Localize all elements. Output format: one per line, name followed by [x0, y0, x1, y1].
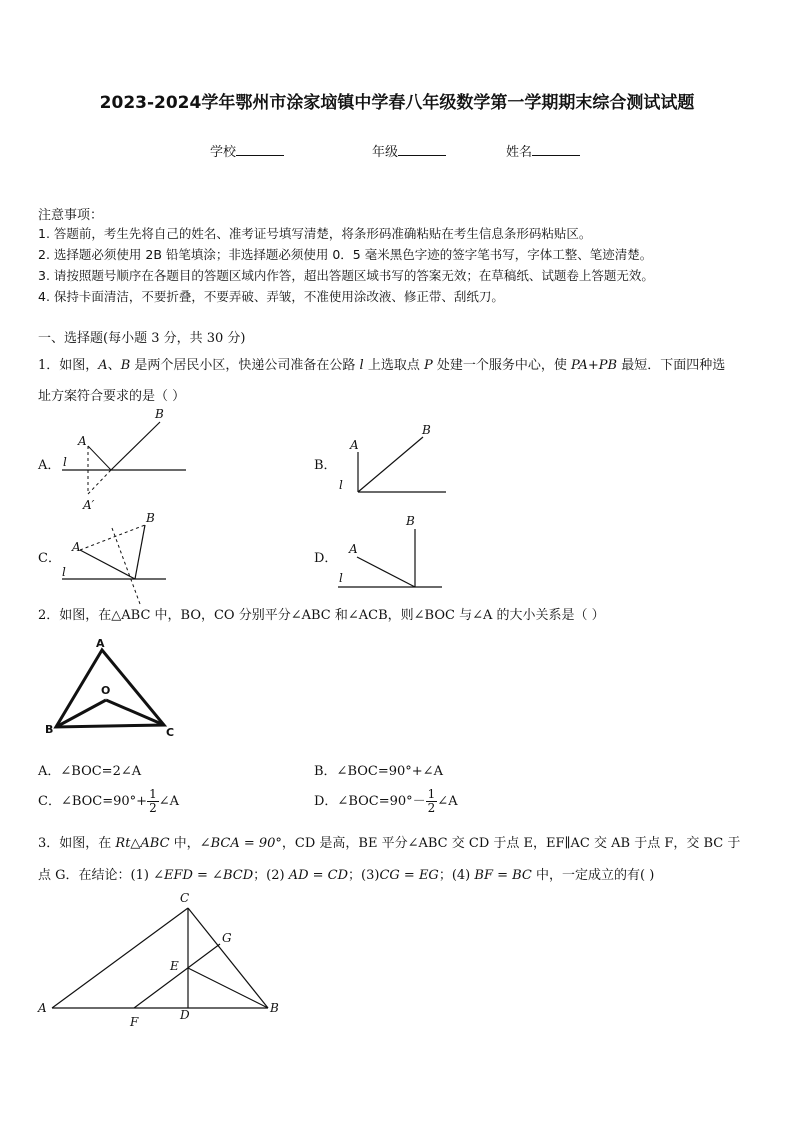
q2-option-a[interactable]: A．∠BOC=2∠A	[38, 764, 142, 779]
svg-text:D: D	[180, 1008, 190, 1022]
q2-option-c[interactable]: C．∠BOC=90°+ $\frac{1}{2}$ ∠A	[38, 787, 179, 815]
svg-text:l: l	[339, 571, 343, 585]
svg-text:l: l	[339, 478, 343, 492]
note-item-3: 3. 请按照题号顺序在各题目的答题区域内作答，超出答题区域书写的答案无效；在草稿纸、试题卷上答题无效。	[38, 268, 654, 283]
q1-option-a-label[interactable]: A．	[38, 458, 61, 473]
svg-text:B: B	[155, 407, 164, 421]
svg-text:l: l	[63, 455, 67, 469]
q1-stem-line1: 1．如图，A、B 是两个居民小区，快递公司准备在公路 l 上选取点 P 处建一个服务中心，使 PA+PB 最短．下面四种选	[38, 358, 726, 373]
svg-text:l: l	[62, 565, 66, 579]
svg-text:B: B	[406, 514, 415, 528]
q1-figure-c	[62, 511, 166, 604]
grade-label: 年级	[372, 145, 399, 160]
svg-text:A: A	[38, 1001, 47, 1015]
note-item-1: 1. 答题前，考生先将自己的姓名、准考证号填写清楚，将条形码准确粘贴在考生信息条形码粘贴区。	[38, 226, 592, 241]
q1-figure-d	[338, 514, 442, 587]
school-label: 学校	[210, 145, 237, 160]
svg-text:A′: A′	[83, 498, 95, 512]
svg-text:A: A	[96, 637, 105, 650]
svg-text:B: B	[146, 511, 155, 525]
q1-option-d-label[interactable]: D．	[314, 551, 338, 566]
q1-figure-a	[62, 407, 186, 512]
q3-stem-line2: 点 G．在结论：(1) ∠EFD = ∠BCD；(2) AD = CD；(3)CG = EG；(4) BF = BC 中，一定成立的有( )	[38, 868, 655, 883]
q1-option-c-label[interactable]: C．	[38, 551, 61, 566]
q1-stem-line2: 址方案符合要求的是（ ）	[38, 389, 186, 404]
svg-text:B: B	[45, 723, 54, 736]
svg-text:E: E	[170, 959, 179, 973]
q1-figure-b	[339, 423, 446, 492]
svg-text:A: A	[72, 540, 81, 554]
note-item-2: 2. 选择题必须使用 2B 铅笔填涂；非选择题必须使用 0．5 毫米黑色字迹的签字笔书写，字体工整、笔迹清楚。	[38, 247, 653, 262]
notes-heading: 注意事项：	[38, 208, 104, 223]
q2-stem: 2．如图，在△ABC 中，BO，CO 分别平分∠ABC 和∠ACB，则∠BOC 与∠A 的大小关系是（ ）	[38, 608, 605, 623]
svg-text:C: C	[180, 891, 190, 905]
q3-stem-line1: 3．如图，在 Rt△ABC 中，∠BCA = 90°，CD 是高，BE 平分∠ABC 交 CD 于点 E，EF∥AC 交 AB 于点 F，交 BC 于	[38, 836, 741, 851]
svg-text:G: G	[222, 931, 232, 945]
svg-text:A: A	[349, 542, 358, 556]
q2-option-d[interactable]: D．∠BOC=90°－ $\frac{1}{2}$ ∠A	[314, 787, 458, 815]
svg-text:A: A	[78, 434, 87, 448]
q1-option-b-label[interactable]: B．	[314, 458, 337, 473]
name-label: 姓名	[506, 145, 533, 160]
svg-text:O: O	[101, 684, 111, 697]
svg-text:A: A	[350, 438, 359, 452]
q3-figure	[30, 888, 300, 1038]
svg-text:B: B	[270, 1001, 279, 1015]
svg-text:F: F	[130, 1015, 139, 1029]
q2-option-b[interactable]: B．∠BOC=90°+∠A	[314, 764, 443, 779]
svg-text:B: B	[422, 423, 431, 437]
page-title: 2023-2024学年鄂州市涂家垴镇中学春八年级数学第一学期期末综合测试试题	[99, 93, 695, 113]
q2-figure	[36, 634, 186, 744]
section-heading: 一、选择题(每小题 3 分，共 30 分)	[38, 331, 246, 346]
svg-text:C: C	[166, 726, 175, 739]
note-item-4: 4. 保持卡面清洁，不要折叠，不要弄破、弄皱，不准使用涂改液、修正带、刮纸刀。	[38, 289, 504, 304]
